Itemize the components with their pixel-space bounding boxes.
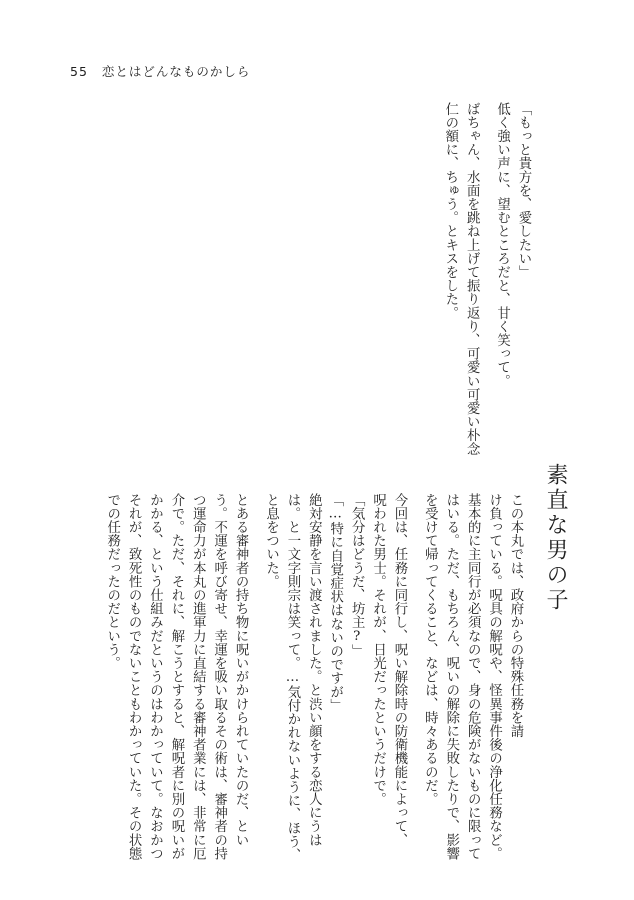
text-line: 介で。ただ、それに、解こうとすると、解呪者に別の呪いが xyxy=(168,493,184,861)
text-line: 低く強い声に、望むところだと、甘く笑って。 xyxy=(494,102,510,388)
page-number: 55 xyxy=(70,64,88,79)
upper-text-block xyxy=(439,102,534,456)
text-line: 絶対安静を言い渡されました。と渋い顔をする恋人にうは xyxy=(306,493,322,847)
text-line: かかる、という仕組みだというのはわかっていて。なおかつ xyxy=(147,493,163,861)
running-header xyxy=(70,62,250,80)
text-line: と息をついた。 xyxy=(263,493,279,589)
section-title: 素直な男の子 xyxy=(543,463,568,613)
text-line: とある審神者の持ち物に呪いがかけられていたのだ、とい xyxy=(233,493,249,847)
blank-line xyxy=(251,493,260,853)
text-line: この本丸では、政府からの特殊任務を請 xyxy=(508,493,523,738)
text-line: ばちゃん、水面を跳ね上げて振り返り、可愛い可愛い朴念 xyxy=(464,102,480,456)
text-line: 「…特に自覚症状はないのですが」 xyxy=(327,493,343,713)
text-line: 仁の額に、ちゅう。とキスをした。 xyxy=(442,102,458,320)
text-line: う。不運を呼び寄せ、幸運を吸い取るその術は、審神者の持 xyxy=(211,493,227,861)
lower-text-block xyxy=(101,493,526,862)
blank-line xyxy=(482,102,491,442)
text-line: け負っている。呪具の解呪や、怪異事件後の浄化任務など。 xyxy=(486,493,502,861)
text-line: はいる。ただ、もちろん、呪いの解除に失敗したりで、影響 xyxy=(443,493,459,861)
text-line: 「もっと貴方を、愛したい」 xyxy=(516,102,531,279)
running-title: 恋とはどんなものかしら xyxy=(101,64,251,79)
text-line: それが、致死性のものでないこともわかっていた。その状態 xyxy=(126,493,142,861)
text-line: 「気分はどうだ、坊主?」 xyxy=(349,493,365,658)
text-line: 呪われた男士。それが、日光だったというだけで。 xyxy=(370,493,386,806)
text-line: を受けて帰ってくること、などは、時々あるのだ。 xyxy=(422,493,438,806)
text-line: つ運命力が本丸の進軍力に直結する審神者業には、非常に厄 xyxy=(190,493,206,861)
text-line: 基本的に主同行が必須なので、身の危険がないものに限って xyxy=(465,493,481,861)
text-line: は。と一文字則宗は笑って。…気付かれないように、ほう、 xyxy=(284,493,300,862)
blank-line xyxy=(410,493,419,853)
text-line: での任務だったのだという。 xyxy=(104,493,120,670)
text-line: 今回は、任務に同行し、呪い解除時の防衛機能によって、 xyxy=(391,493,407,847)
